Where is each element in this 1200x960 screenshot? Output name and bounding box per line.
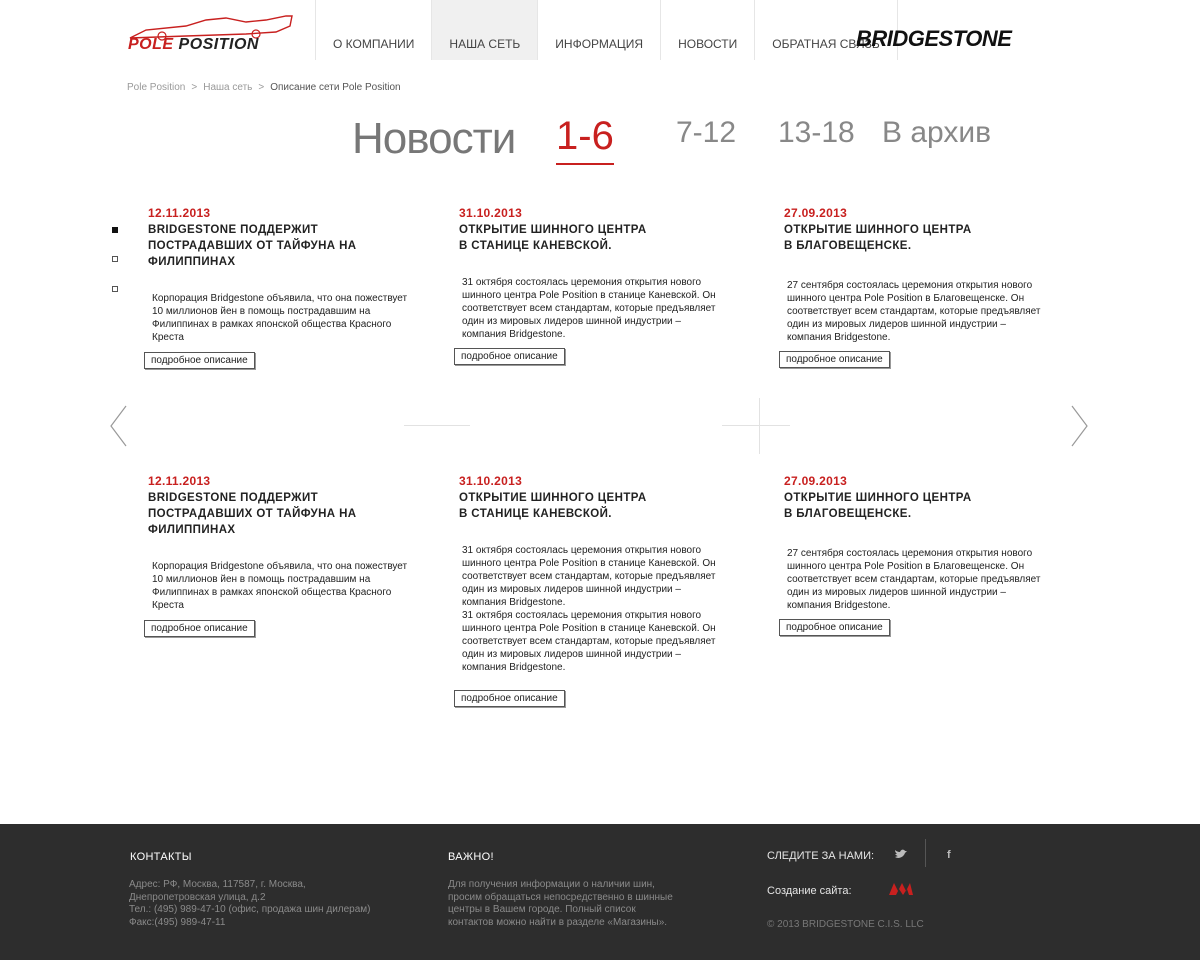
news-date: 12.11.2013 — [148, 206, 211, 220]
news-date: 27.09.2013 — [784, 206, 848, 220]
next-arrow-icon[interactable] — [1070, 404, 1090, 448]
news-title[interactable]: ОТКРЫТИЕ ШИННОГО ЦЕНТРА В СТАНИЦЕ КАНЕВСКОЙ. — [459, 492, 647, 520]
copyright: © 2013 BRIDGESTONE C.I.S. LLC — [767, 919, 924, 930]
row-divider — [722, 425, 790, 426]
breadcrumb-home[interactable]: Pole Position — [127, 82, 186, 93]
facebook-icon[interactable]: f — [947, 849, 951, 861]
footer-important-title: ВАЖНО! — [448, 851, 494, 863]
nav-about[interactable]: О КОМПАНИИ — [315, 0, 431, 60]
news-title[interactable]: ОТКРЫТИЕ ШИННОГО ЦЕНТРА В СТАНИЦЕ КАНЕВСКОЙ. — [459, 224, 647, 252]
news-text: Корпорация Bridgestone объявила, что она пожествует 10 миллионов йен в помощь пострадавшим на Филиппинах в рамках японской общества Красного Креста — [152, 293, 408, 343]
footer-contacts-text: Адрес: РФ, Москва, 117587, г. Москва, Днепропетровская улица, д.2 Тел.: (495) 989-47-10 (офис, продажа шин дилерам) Факс:(495) 989-47-11 — [129, 879, 371, 928]
nav-news[interactable]: НОВОСТИ — [660, 0, 754, 60]
pager-7-12[interactable]: 7-12 — [676, 116, 737, 149]
breadcrumb: Pole Position > Наша сеть > Описание сети Pole Position — [127, 82, 401, 93]
read-more-button[interactable]: подробное описание — [144, 620, 255, 637]
pole-position-logo[interactable] — [126, 12, 294, 52]
page-title: Новости — [352, 114, 516, 163]
logo-text: POLE POSITION — [128, 36, 259, 53]
nav-information[interactable]: ИНФОРМАЦИЯ — [537, 0, 660, 60]
prev-arrow-icon[interactable] — [108, 404, 128, 448]
read-more-button[interactable]: подробное описание — [779, 619, 890, 636]
news-title[interactable]: ОТКРЫТИЕ ШИННОГО ЦЕНТРА В БЛАГОВЕЩЕНСКЕ. — [784, 492, 972, 520]
news-card — [148, 474, 448, 634]
nav-feedback[interactable]: ОБРАТНАЯ СВЯЗЬ — [754, 0, 898, 60]
site-header — [0, 0, 1200, 60]
news-card — [459, 474, 759, 704]
developer-logo-icon[interactable] — [889, 883, 913, 898]
news-card — [148, 206, 448, 366]
bridgestone-logo[interactable]: BRIDGESTONE — [856, 26, 1012, 51]
nav-network[interactable]: НАША СЕТЬ — [431, 0, 537, 60]
news-title[interactable]: BRIDGESTONE ПОДДЕРЖИТ ПОСТРАДАВШИХ ОТ ТАЙФУНА НА ФИЛИППИНАХ — [148, 492, 357, 536]
footer-important-text: Для получения информации о наличии шин, просим обращаться непосредственно в шинные центры в Вашем городе. Полный список контактов можно найти в разделе «Магазины». — [448, 879, 673, 928]
read-more-button[interactable]: подробное описание — [454, 690, 565, 707]
news-date: 31.10.2013 — [459, 474, 523, 488]
breadcrumb-current: Описание сети Pole Position — [270, 82, 401, 93]
read-more-button[interactable]: подробное описание — [454, 348, 565, 365]
news-card — [784, 206, 1084, 365]
row-divider — [404, 425, 470, 426]
news-card — [784, 474, 1084, 633]
pager-archive[interactable]: В архив — [882, 116, 992, 149]
news-date: 31.10.2013 — [459, 206, 523, 220]
footer-divider — [925, 839, 926, 867]
news-title[interactable]: ОТКРЫТИЕ ШИННОГО ЦЕНТРА В БЛАГОВЕЩЕНСКЕ. — [784, 224, 972, 252]
slide-dot-3[interactable] — [112, 286, 118, 292]
news-text: 31 октября состоялась церемония открытия нового шинного центра Pole Position в станице Каневской. Он соответствует всем стандартам, которые предъявляет один из мировых лидеров шинной индустрии – компания Bridgestone. — [462, 277, 716, 340]
pager-13-18[interactable]: 13-18 — [778, 116, 855, 149]
main-nav — [315, 0, 898, 60]
news-text: 31 октября состоялась церемония открытия нового шинного центра Pole Position в станице Каневской. Он соответствует всем стандартам, которые предъявляет один из мировых лидеров шинной индустрии – компания Bridgestone. 31 октября состоялась церемония открытия нового шинного центра Pole Position в станице Каневской. Он соответствует всем стандартам, которые предъявляет один из мировых лидеров шинной индустрии – компания Bridgestone. — [462, 545, 716, 673]
news-text: 27 сентября состоялась церемония открытия нового шинного центра Pole Position в Благовещенске. Он соответствует всем стандартам, которые предъявляет один из мировых лидеров шинной индустрии – компания Bridgestone. — [787, 548, 1041, 611]
pager-1-6[interactable]: 1-6 — [556, 114, 614, 165]
slide-dot-2[interactable] — [112, 256, 118, 262]
column-divider — [759, 398, 760, 454]
news-text: 27 сентября состоялась церемония открытия нового шинного центра Pole Position в Благовещенске. Он соответствует всем стандартам, которые предъявляет один из мировых лидеров шинной индустрии – компания Bridgestone. — [787, 280, 1041, 343]
site-creation-label: Создание сайта: — [767, 885, 852, 897]
news-date: 27.09.2013 — [784, 474, 848, 488]
read-more-button[interactable]: подробное описание — [779, 351, 890, 368]
footer-contacts-title: КОНТАКТЫ — [130, 851, 192, 863]
news-card — [459, 206, 759, 362]
news-text: Корпорация Bridgestone объявила, что она пожествует 10 миллионов йен в помощь пострадавшим на Филиппинах в рамках японской общества Красного Креста — [152, 561, 408, 611]
read-more-button[interactable]: подробное описание — [144, 352, 255, 369]
breadcrumb-network[interactable]: Наша сеть — [203, 82, 253, 93]
twitter-icon[interactable] — [894, 848, 908, 863]
follow-us-label: СЛЕДИТЕ ЗА НАМИ: — [767, 850, 875, 862]
slide-dot-1[interactable] — [112, 227, 118, 233]
news-date: 12.11.2013 — [148, 474, 211, 488]
news-title[interactable]: BRIDGESTONE ПОДДЕРЖИТ ПОСТРАДАВШИХ ОТ ТАЙФУНА НА ФИЛИППИНАХ — [148, 224, 357, 268]
